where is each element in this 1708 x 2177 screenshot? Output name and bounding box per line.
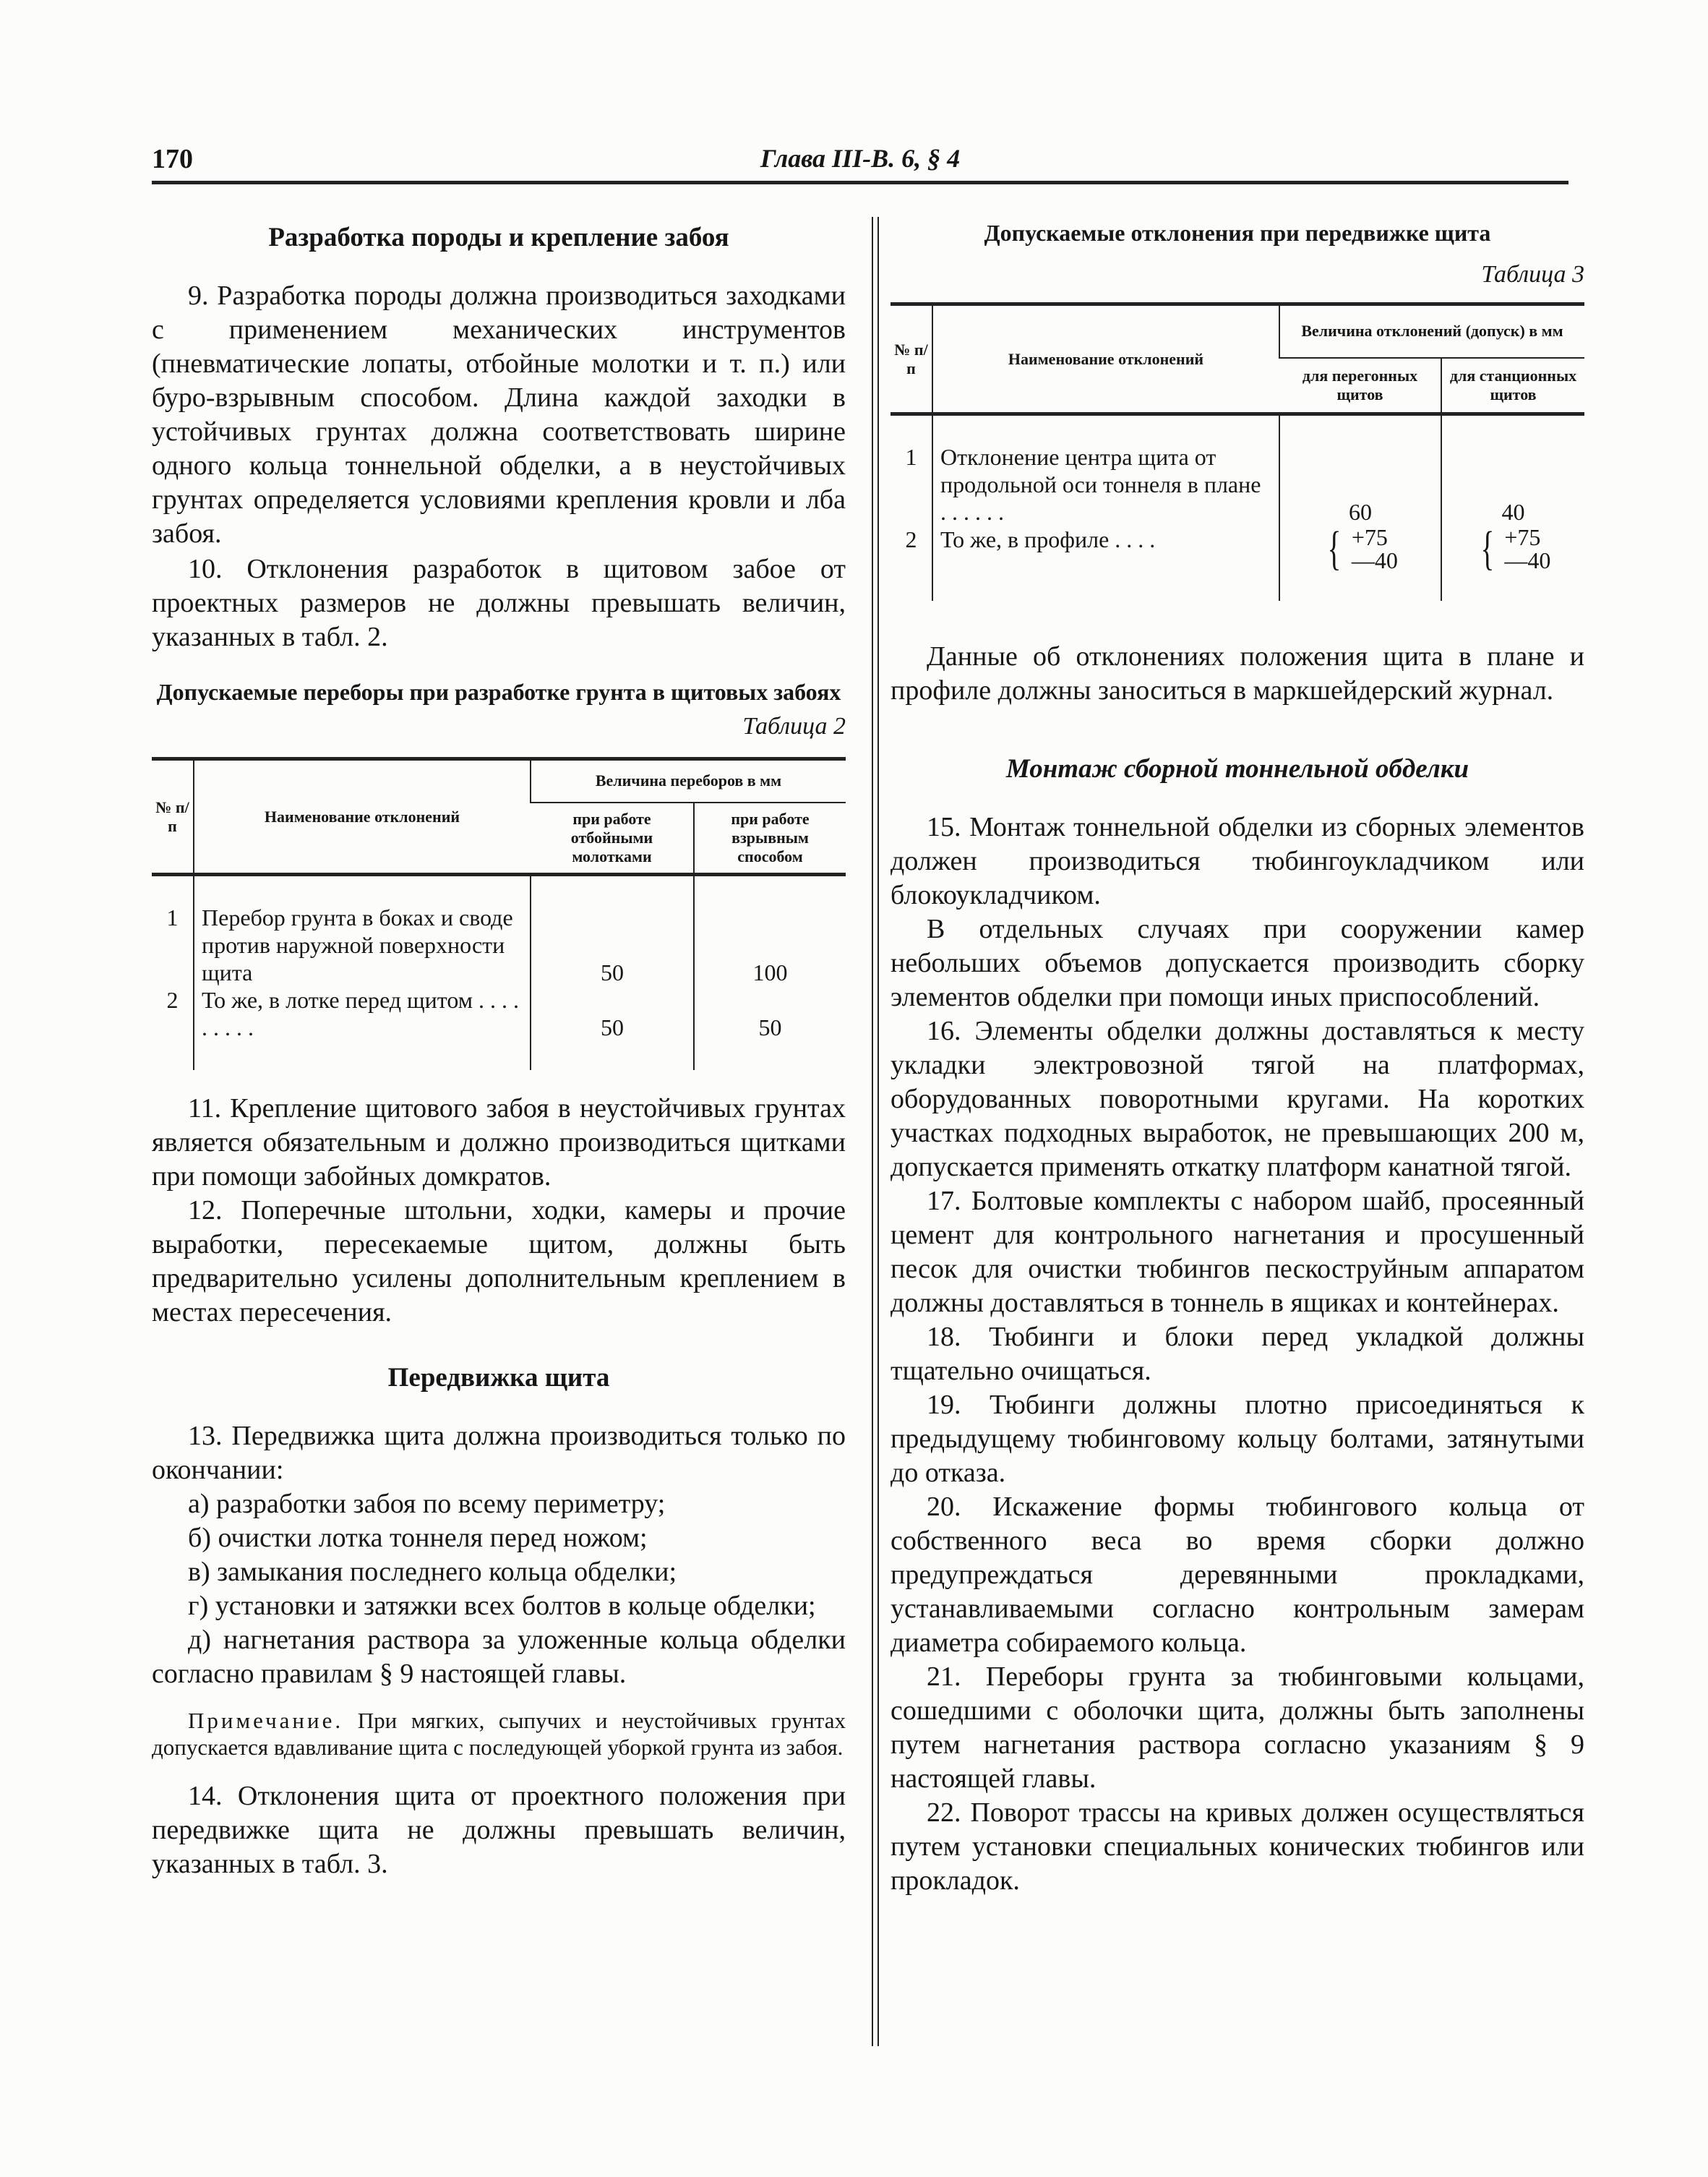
table-row: 2 То же, в лотке перед щитом . . . . . . . . . 50 50 (152, 986, 846, 1041)
column-divider (872, 217, 879, 2046)
paragraph-17: 17. Болтовые комплекты с набором шайб, просеянный цемент для контрольного нагнетания и просушенный песок для очистки тюбингов пескоструйным аппаратом должны доставляться в тоннель в ящиках и контейнерах. (891, 1185, 1584, 1318)
page-number: 170 (152, 144, 193, 174)
paragraph-13a: а) разработки забоя по всему периметру; (188, 1488, 666, 1519)
tolerance-brace: { +75 —40 (1480, 521, 1551, 575)
tolerance-brace: { +75 —40 (1327, 521, 1398, 575)
paragraph-12: 12. Поперечные штольни, ходки, камеры и прочие выработки, пересекаемые щитом, должны быть предварительно усилены дополнительным креплением в местах пересечения. (152, 1194, 846, 1327)
paragraph-10: 10. Отклонения разработок в щитовом забое от проектных размеров не должны превышать величин, указанных в табл. 2. (152, 554, 846, 652)
paragraph-13e: д) нагнетания раствора за уложенные кольца обделки согласно правилам § 9 настоящей главы. (152, 1624, 846, 1689)
note-lead: Примечание. (188, 1707, 344, 1733)
table-row: 2 То же, в профиле . . . . { +75 —40 { +75 —40 (891, 526, 1584, 572)
paragraph-13c: в) замыкания последнего кольца обделки; (188, 1556, 677, 1587)
paragraph-19: 19. Тюбинги должны плотно присоединяться к предыдущему тюбинговому кольцу болтами, затянутыми до отказа. (891, 1389, 1584, 1488)
paragraph-11: 11. Крепление щитового забоя в неустойчивых грунтах является обязательным и должно производиться щитками при помощи забойных домкратов. (152, 1092, 846, 1192)
table-3 (891, 302, 1584, 601)
section-title-lining-assembly: Монтаж сборной тоннельной обделки (1005, 753, 1469, 784)
table-2-header-num: № п/п (152, 759, 194, 875)
table-3-header-col1: для перегонных щитов (1279, 358, 1441, 414)
paragraph-18: 18. Тюбинги и блоки перед укладкой должны тщательно очищаться. (891, 1321, 1584, 1386)
note (152, 1707, 846, 1761)
paragraph-22: 22. Поворот трассы на кривых должен осуществляться путем установки специальных конических тюбингов или прокладок. (891, 1797, 1584, 1896)
table-2-title: Допускаемые переборы при разработке грунта в щитовых забоях (156, 679, 841, 705)
paragraph-15b: В отдельных случаях при сооружении камер небольших объемов допускается производить сборку элементов обделки при помощи иных приспособлений. (891, 913, 1584, 1012)
table-3-header-num: № п/п (891, 304, 932, 414)
table-3-header-name: Наименование отклонений (932, 304, 1279, 414)
table-3-label: Таблица 3 (1481, 261, 1584, 288)
paragraph-14: 14. Отклонения щита от проектного положения при передвижке щита не должны превышать величин, указанных в табл. 3. (152, 1780, 846, 1879)
table-3-header-group: Величина отклонений (допуск) в мм (1279, 304, 1584, 358)
table-2-header-name: Наименование отклонений (194, 759, 531, 875)
right-column (891, 217, 1584, 1898)
table-2 (152, 757, 846, 1070)
page-header (152, 143, 1568, 187)
paragraph-survey-data: Данные об отклонениях положения щита в плане и профиле должны заноситься в маркшейдерский журнал. (891, 641, 1584, 706)
header-rule (152, 181, 1568, 184)
table-2-header-col1: при работе отбойными молотками (531, 803, 694, 875)
table-2-header-group: Величина переборов в мм (531, 759, 846, 803)
running-head: Глава III-В. 6, § 4 (760, 144, 961, 173)
table-3-title: Допускаемые отклонения при передвижке щита (984, 220, 1491, 246)
paragraph-13: 13. Передвижка щита должна производиться только по окончании: (152, 1420, 846, 1485)
section-title-excavation: Разработка породы и крепление забоя (268, 223, 729, 252)
section-title-shield-advance: Передвижка щита (387, 1362, 610, 1393)
table-row: 1 Отклонение центра щита от продольной оси тоннеля в плане . . . . . . 60 40 (891, 443, 1584, 526)
table-2-header-col2: при работе взрывным способом (694, 803, 846, 875)
note-text: При мягких, сыпучих и неустойчивых грунтах допускается вдавливание щита с последующей уборкой грунта из забоя. (152, 1707, 846, 1760)
paragraph-21: 21. Переборы грунта за тюбинговыми кольцами, сошедшими с оболочки щита, должны быть заполнены путем нагнетания раствора согласно указаниям § 9 настоящей главы. (891, 1661, 1584, 1794)
paragraph-9: 9. Разработка породы должна производиться заходками с применением механических инструментов (пневматические лопаты, отбойные молотки и т. п.) или буро-взрывным способом. Длина каждой заходки в устойчивых грунтах должна соответствовать ширине одного кольца тоннельной обделки, а в неустойчивых грунтах определяется условиями крепления кровли и лба забоя. (152, 281, 846, 549)
table-2-label: Таблица 2 (742, 713, 846, 740)
paragraph-13b: б) очистки лотка тоннеля перед ножом; (188, 1522, 648, 1553)
paragraph-13d: г) установки и затяжки всех болтов в кольце обделки; (188, 1590, 816, 1621)
table-3-header-col2: для станционных щитов (1441, 358, 1584, 414)
paragraph-20: 20. Искажение формы тюбингового кольца от собственного веса во время сборки должно предупреждаться деревянными прокладками, устанавливаемыми согласно контрольным замерам диаметра собираемого кольца. (891, 1491, 1584, 1658)
left-column (152, 217, 846, 1881)
table-row: 1 Перебор грунта в боках и своде против наружной поверхности щита 50 100 (152, 904, 846, 986)
paragraph-15: 15. Монтаж тоннельной обделки из сборных элементов должен производиться тюбингоукладчиком или блокоукладчиком. (891, 811, 1584, 910)
paragraph-16: 16. Элементы обделки должны доставляться к месту укладки электровозной тягой на платформах, оборудованных поворотными кругами. На коротких участках подходных выработок, не превышающих 200 м, допускается применять откатку платформ канатной тягой. (891, 1015, 1584, 1182)
